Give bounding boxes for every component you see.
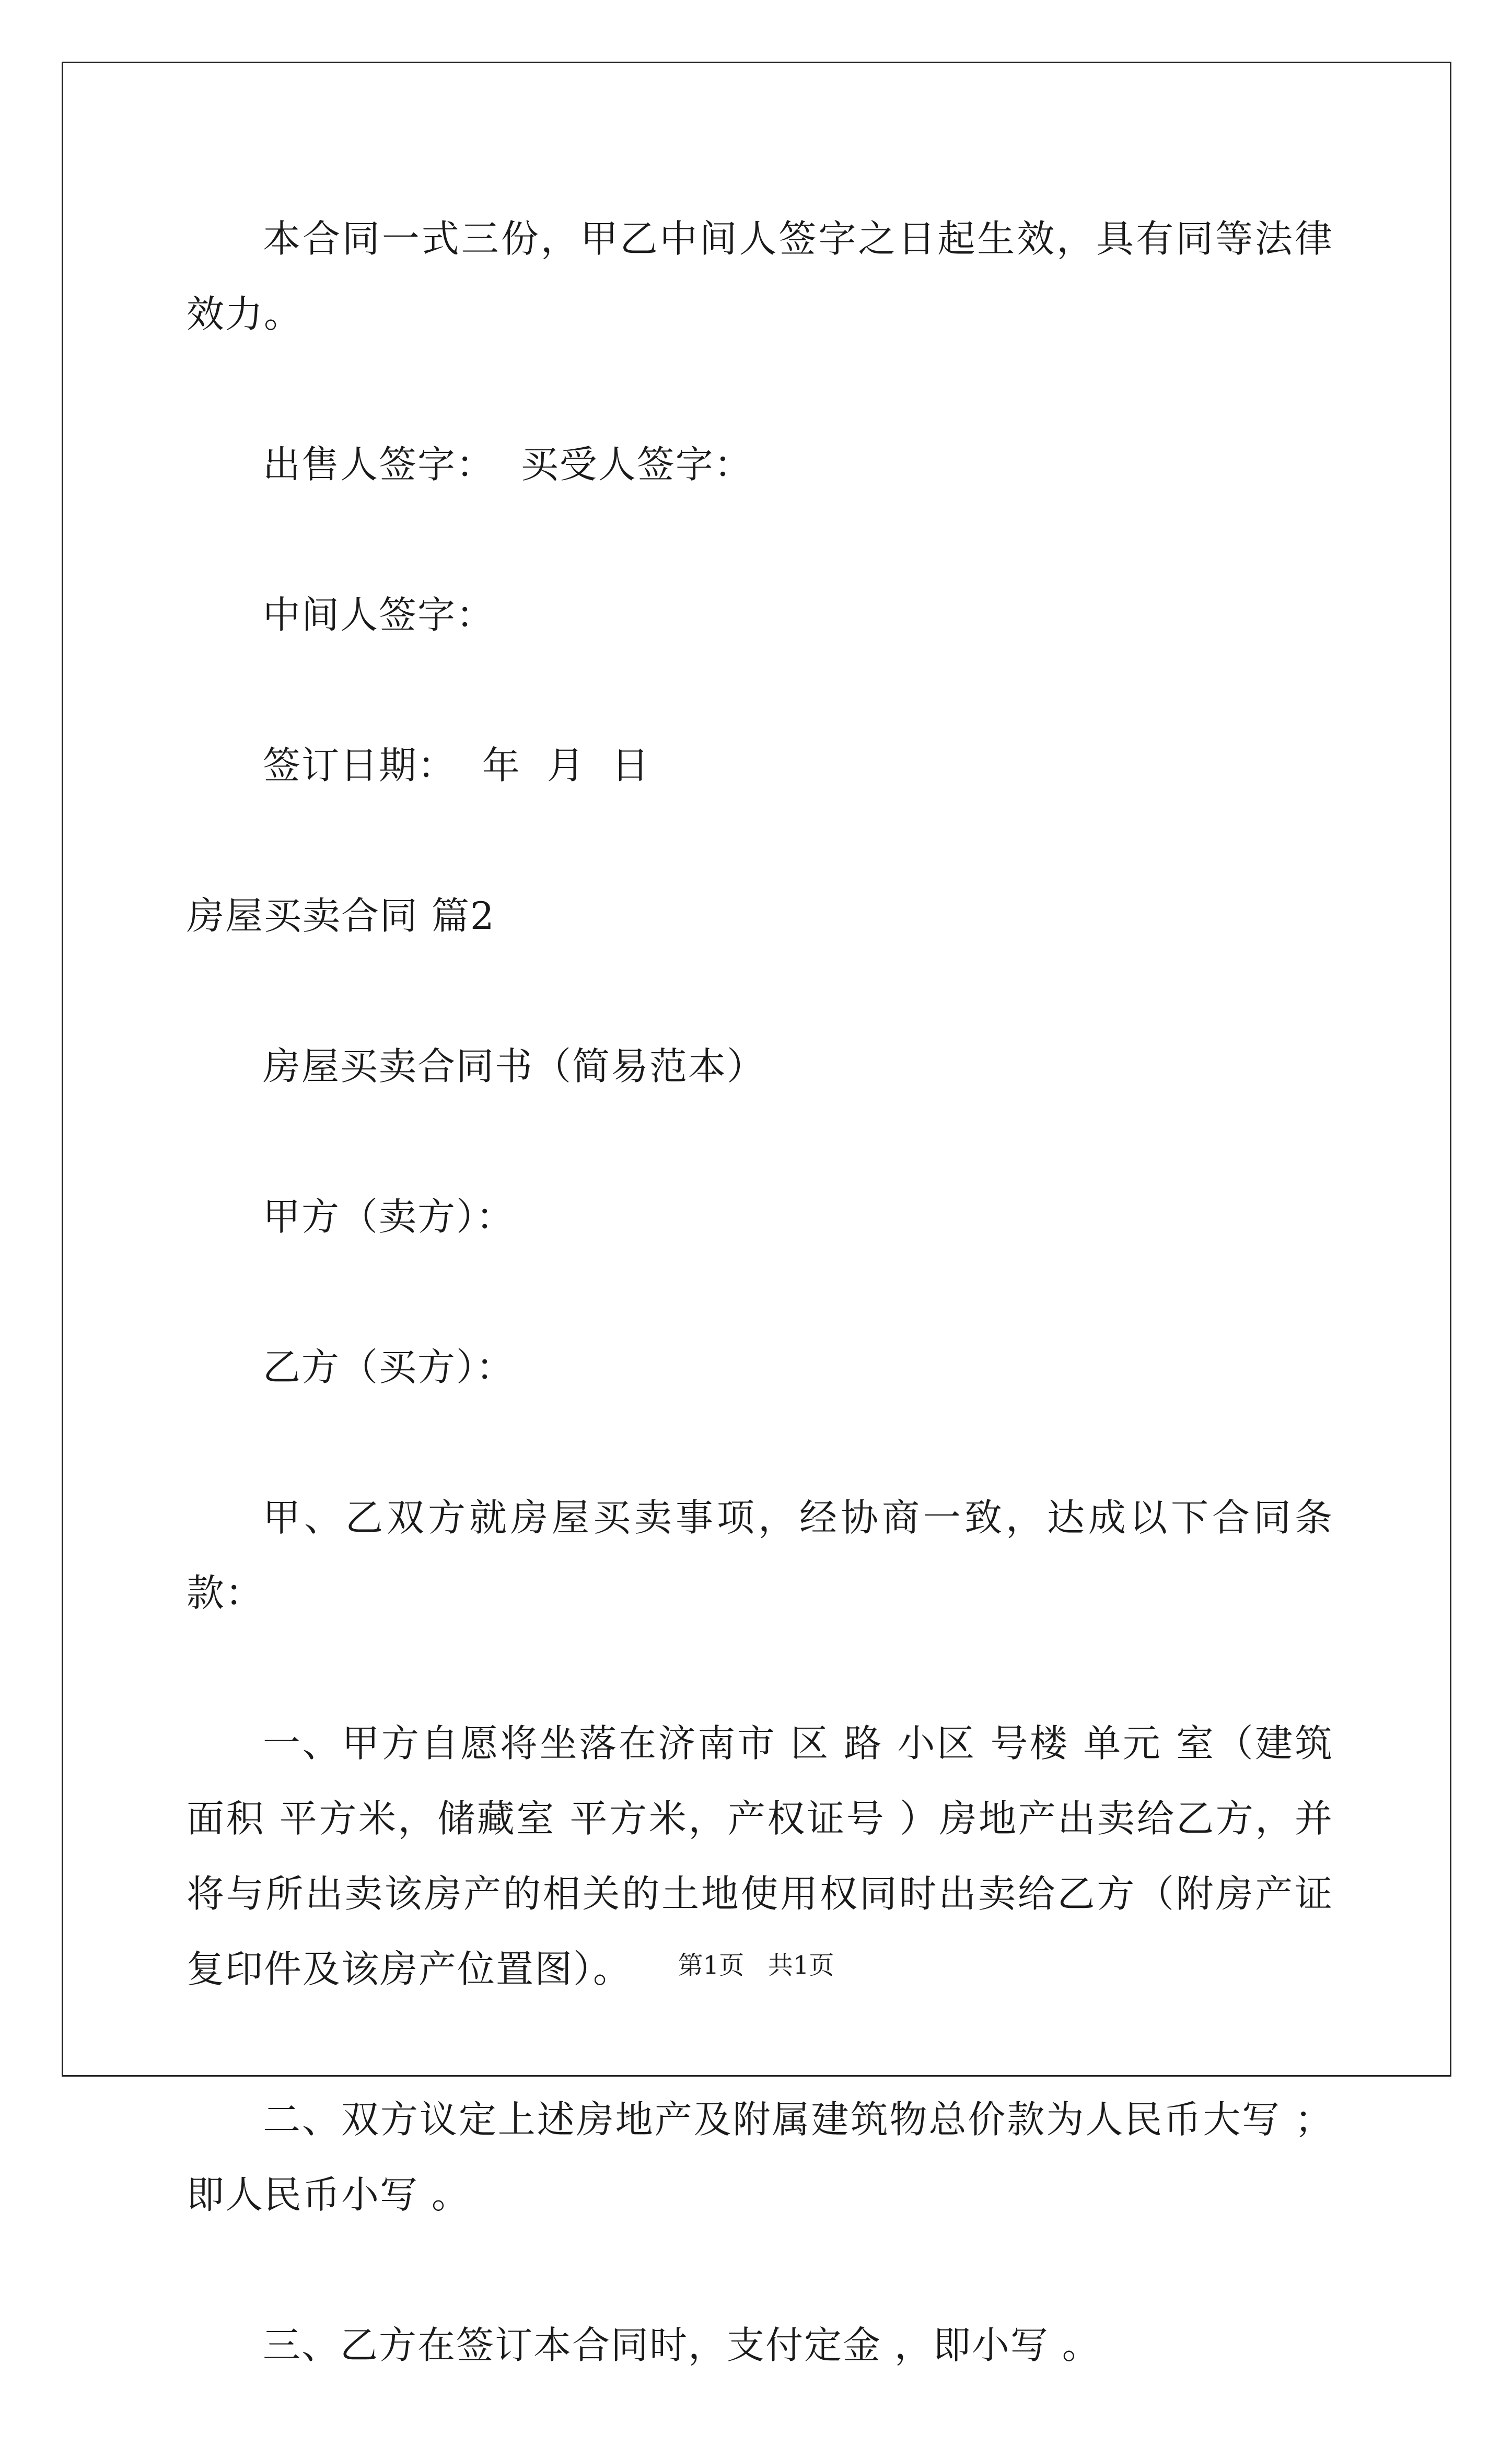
clause-three: 三、乙方在签订本合同时，支付定金 ，即小写 。: [263, 2323, 1101, 2367]
contract-title: 房屋买卖合同书（简易范本）: [263, 1044, 766, 1088]
party-b-buyer: 乙方（买方）：: [263, 1345, 515, 1389]
section-heading: 房屋买卖合同 篇2: [187, 894, 495, 938]
paragraph-signing-date: 签订日期： 年 月 日: [263, 743, 650, 787]
clause-two: 二、双方议定上述房地产及附属建筑物总价款为人民币大写 ；即人民币小写 。: [187, 2098, 1333, 2217]
paragraph-intermediary-signature: 中间人签字：: [263, 593, 495, 637]
paragraph-effectiveness: 本合同一式三份，甲乙中间人签字之日起生效，具有同等法律效力。: [187, 217, 1333, 336]
clause-one: 一、甲方自愿将坐落在济南市 区 路 小区 号楼 单元 室（建筑面积 平方米，储藏室 平方米，产权证号 ）房地产出卖给乙方，并将与所出卖该房产的相关的土地使用权同时出卖给乙方（附房产证复印件及该房产位置图）。: [187, 1721, 1333, 1991]
paragraph-seller-buyer-signature: 出售人签字： 买受人签字：: [263, 442, 753, 486]
document-body: [187, 201, 1333, 2458]
paragraph-agreement-intro: 甲、乙双方就房屋买卖事项，经协商一致，达成以下合同条款：: [187, 1496, 1333, 1615]
party-a-seller: 甲方（卖方）：: [263, 1195, 515, 1239]
page-footer: 第1页 共1页: [678, 1951, 834, 1980]
